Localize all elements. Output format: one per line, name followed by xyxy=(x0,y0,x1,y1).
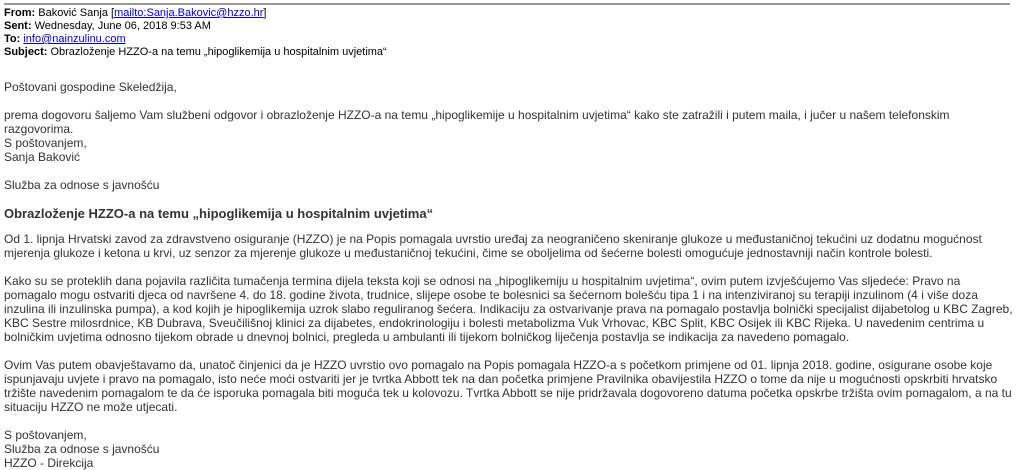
subject-value: Obrazloženje HZZO-a na temu „hipoglikemija u hospitalnim uvjetima“ xyxy=(50,46,387,58)
from-name: Baković Sanja xyxy=(38,7,108,19)
email-header xyxy=(4,7,387,59)
from-line: From: Baković Sanja [mailto:Sanja.Bakovic@hzzo.hr] xyxy=(4,7,267,19)
intro-paragraph: prema dogovoru šaljemo Vam službeni odgovor i obrazloženje HZZO-a na temu „hipoglikemije u hospitalnim uvjetima“ kako ste zatražili i putem maila, i jučer u našem telefonskim razgovorima. xyxy=(4,108,950,136)
paragraph-1: Od 1. lipnja Hrvatski zavod za zdravstveno osiguranje (HZZO) je na Popis pomagala uvrstio uređaj za neograničeno skeniranje glukoze u međustaničnoj tekućini uz dodatnu mogućnost mjerenja glukoze i ketona u krvi, uz senzor za mjerenje glukoze u međustaničnoj tekućini, čime se oboljelima od šećerne bolesti omogućuje jednostavniji način kontrole bolesti. xyxy=(4,232,982,260)
signer-name: Sanja Baković xyxy=(4,150,81,164)
from-label: From: xyxy=(4,7,36,19)
email-body xyxy=(4,80,1016,470)
subject-line xyxy=(4,46,387,59)
greeting: Poštovani gospodine Skeledžija, xyxy=(4,80,177,94)
from-email-link[interactable]: mailto:Sanja.Bakovic@hzzo.hr xyxy=(114,7,264,19)
paragraph-2: Kako su se proteklih dana pojavila različita tumačenja termina dijela teksta koji se odnosi na „hipoglikemiju u hospitalnim uvjetima“, ovim putem izvješćujemo Vas sljedeće: Pravo na pomagalo mogu ostvariti djeca od navršene 4. do 18. godine života, trudnice, slijepe osobe te bolesnici sa šećernom bolešću tipa 1 i na intenziviranoj su terapiji inzulinom (4 i više doza inzulina ili inzulinska pumpa), a kod kojih je hipoglikemija uzrok slabo reguliranog šećera. Indikaciju za ostvarivanje prava na pomagalo postavlja bolnički specijalist dijabetolog u KBC Zagreb, KBC Sestre milosrdnice, KB Dubrava, Sveučilišnoj klinici za dijabetes, endokrinologiju i bolesti metabolizma Vuk Vrhovac, KBC Split, KBC Osijek ili KBC Rijeka. U navedenim centrima u bolničkim uvjetima odnosno tijekom obrade u dnevnoj bolnici, pregleda u ambulanti ili tijekom bolničkog liječenja postavlja se indikacija za navedeno pomagalo. xyxy=(4,274,1013,344)
department-1: Služba za odnose s javnošću xyxy=(4,178,160,192)
closing-1: S poštovanjem, xyxy=(4,136,87,150)
department-2: Služba za odnose s javnošću xyxy=(4,442,160,456)
header-separator xyxy=(4,3,1010,5)
sent-value: Wednesday, June 06, 2018 9:53 AM xyxy=(34,20,211,32)
sent-label: Sent: xyxy=(4,20,32,32)
sent-line xyxy=(4,20,387,33)
to-email-link[interactable]: info@nainzulinu.com xyxy=(23,33,126,45)
closing-2: S poštovanjem, xyxy=(4,428,87,442)
to-label: To: xyxy=(4,33,21,45)
to-line xyxy=(4,33,387,46)
directorate: HZZO - Direkcija xyxy=(4,456,94,470)
subject-label: Subject: xyxy=(4,46,48,58)
section-title: Obrazloženje HZZO-a na temu „hipoglikemija u hospitalnim uvjetima“ xyxy=(4,206,434,221)
paragraph-3: Ovim Vas putem obavještavamo da, unatoč činjenici da je HZZO uvrstio ovo pomagalo na Popis pomagala HZZO-a s početkom primjene od 01. lipnja 2018. godine, osigurane osobe koje ispunjavaju uvjete i pravo na pomagalo, isto neće moći ostvariti jer je tvrtka Abbott tek na dan početka primjene Pravilnika obavijestila HZZO o tome da nije u mogućnosti opskrbiti hrvatsko tržište navedenim pomagalom te da će isporuka pomagala biti moguća tek u kolovozu. Tvrtka Abbott se nije pridržavala dogovoreno datuma početka opskrbe tržišta ovim pomagalom, a na tu situaciju HZZO ne može utjecati. xyxy=(4,358,1012,414)
